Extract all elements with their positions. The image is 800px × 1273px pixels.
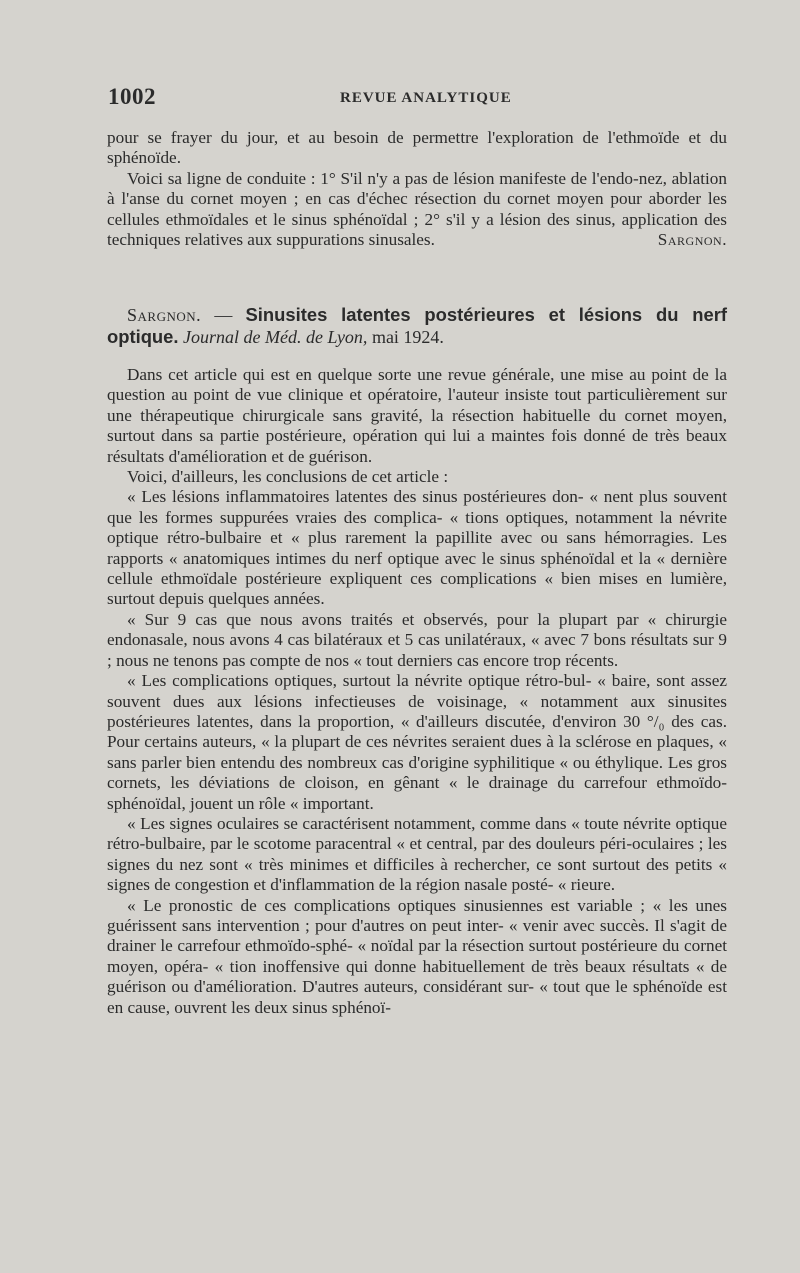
- quote-paragraph: « Les complications optiques, surtout la névrite optique rétro-bul- « baire, sont assez souvent dues aux lésions infectieuses de voisinage, « notamment aux sinusites postérieures latentes, dans la proportion, « d'ailleurs discutée, d'environ 30 °/₀ des cas. Pour certains auteurs, « la plupart de ces névrites seraient dues à la sclérose en plaques, « sans parler bien entendu des nombreux cas d'origine syphilitique « ou éthylique. Les gros cornets, les déviations de cloison, en gênant « le drainage du carrefour ethmoïdo-sphénoïdal, jouent un rôle « important.: [107, 671, 727, 813]
- quote-paragraph: « Le pronostic de ces complications optiques sinusiennes est variable ; « les unes guérissent sans intervention ; pour d'autres on peut inter- « venir avec succès. Il s'agit de drainer le carrefour ethmoïdo-sphé- « noïdal par la résection surtout postérieure du cornet moyen, opéra- « tion inoffensive qui donne habituellement de très beaux résultats « de guérison ou d'amélioration. D'autres auteurs, considérant sur- « tout que le sphénoïde est en cause, ouvrent les deux sinus sphénoï-: [107, 895, 727, 1017]
- article-citation: [107, 304, 727, 348]
- quote-paragraph: « Sur 9 cas que nous avons traités et observés, pour la plupart par « chirurgie endonasale, nous avons 4 cas bilatéraux et 5 cas unilatéraux, « avec 7 bons résultats sur 9 ; nous ne tenons pas compte de nos « tout derniers cas encore trop récents.: [107, 609, 727, 670]
- article-author: Sargnon.: [127, 305, 202, 325]
- paragraph: pour se frayer du jour, et au besoin de permettre l'exploration de l'ethmoïde et du sphénoïde.: [107, 128, 727, 168]
- paragraph-text: Voici sa ligne de conduite : 1° S'il n'y a pas de lésion manifeste de l'endo-nez, ablation à l'anse du cornet moyen ; en cas d'échec résection du cornet moyen pour aborder les cellules ethmoïdales et le sinus sphénoïdal ; 2° s'il y a lésion des sinus, application des techniques relatives aux suppurations sinusales.: [107, 168, 727, 250]
- paragraph: Voici, d'ailleurs, les conclusions de cet article :: [127, 467, 449, 487]
- article-heading: [107, 304, 727, 348]
- journal-name: Journal de Méd. de Lyon,: [183, 327, 368, 347]
- dash: —: [201, 305, 246, 325]
- previous-review-continuation: [107, 128, 727, 250]
- publication-date: mai 1924.: [367, 327, 444, 347]
- running-title: REVUE ANALYTIQUE: [340, 90, 512, 106]
- quote-paragraph: « Les lésions inflammatoires latentes des sinus postérieures don- « nent plus souvent que les formes suppurées vraies des complica- « tions optiques, notamment la névrite optique rétro-bulbaire et « plus rarement la papillite avec ou sans hémorragies. Les rapports « anatomiques intimes du nerf optique avec le sinus sphénoïdal et la « dernière cellule ethmoïdale postérieure expliquent ces complications « bien mises en lumière, surtout depuis quelques années.: [107, 487, 727, 609]
- reviewer-signature: Sargnon.: [657, 230, 727, 250]
- quote-paragraph: « Les signes oculaires se caractérisent notamment, comme dans « toute névrite optique rétro-bulbaire, par le scotome paracentral « et central, par des douleurs péri-oculaires ; les signes du nez sont « très minimes et difficiles à rechercher, ce sont surtout des petits « signes de congestion et d'inflammation de la région nasale posté- « rieure.: [107, 813, 727, 895]
- article-body: [107, 365, 727, 1018]
- article-title: Sinusites latentes postérieures et lésions du nerf optique.: [107, 304, 727, 347]
- paragraph: Dans cet article qui est en quelque sorte une revue générale, une mise au point de la question au point de vue clinique et opératoire, l'auteur insiste tout particulièrement sur une thérapeutique chirurgicale sans gravité, la résection habituelle du cornet moyen, surtout dans sa partie postérieure, opération qui lui a maintes fois donné de très beaux résultats d'amélioration et de guérison.: [107, 365, 727, 466]
- page-number: 1002: [108, 84, 156, 109]
- page-header: [108, 84, 728, 114]
- paragraph: [107, 169, 727, 251]
